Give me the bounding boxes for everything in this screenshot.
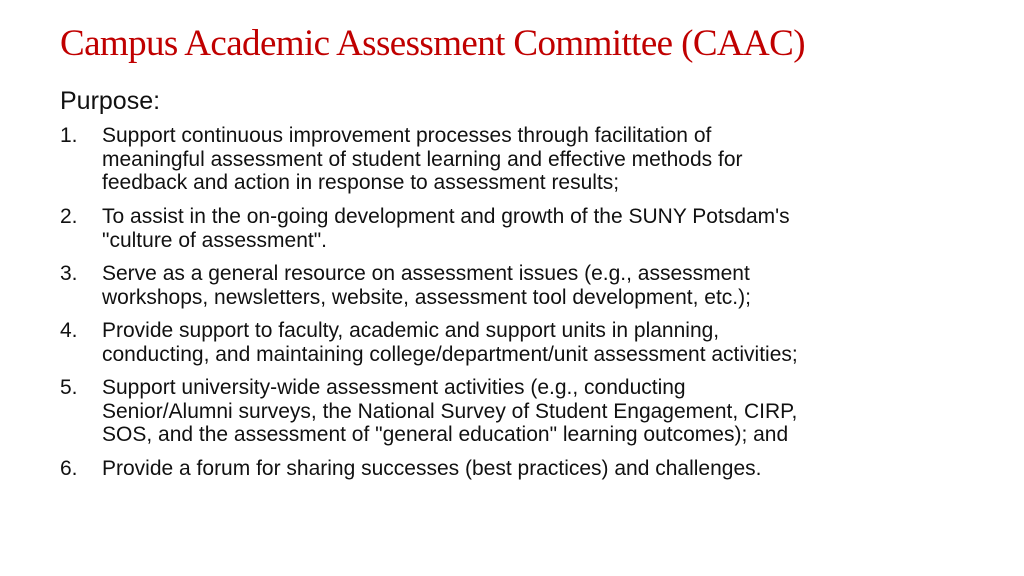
item-line: Support university-wide assessment activities (e.g., conducting bbox=[102, 376, 686, 399]
item-line: To assist in the on-going development and growth of the SUNY Potsdam's bbox=[102, 205, 790, 228]
item-number: 2. bbox=[60, 205, 78, 228]
item-line: meaningful assessment of student learning and effective methods for bbox=[102, 147, 743, 171]
item-line: Provide a forum for sharing successes (best practices) and challenges. bbox=[102, 457, 762, 480]
item-text bbox=[102, 205, 1002, 252]
item-number: 5. bbox=[60, 376, 78, 399]
item-line: workshops, newsletters, website, assessment tool development, etc.); bbox=[102, 285, 751, 309]
item-text bbox=[102, 262, 1002, 309]
item-number: 6. bbox=[60, 457, 78, 480]
item-line: feedback and action in response to assessment results; bbox=[102, 171, 620, 194]
purpose-heading: Purpose: bbox=[60, 87, 161, 115]
item-number: 4. bbox=[60, 319, 78, 342]
item-line: Senior/Alumni surveys, the National Survey of Student Engagement, CIRP, bbox=[102, 399, 798, 423]
item-line: SOS, and the assessment of "general education" learning outcomes); and bbox=[102, 423, 789, 446]
item-line: Support continuous improvement processes through facilitation of bbox=[102, 124, 712, 147]
item-line: "culture of assessment". bbox=[102, 228, 328, 252]
item-text bbox=[102, 457, 1002, 481]
item-text bbox=[102, 124, 1002, 195]
slide-title: Campus Academic Assessment Committee (CAAC) bbox=[60, 23, 805, 64]
item-number: 3. bbox=[60, 262, 78, 285]
item-line: Provide support to faculty, academic and support units in planning, bbox=[102, 319, 720, 342]
item-number: 1. bbox=[60, 124, 78, 147]
item-line: conducting, and maintaining college/department/unit assessment activities; bbox=[102, 342, 798, 366]
item-text bbox=[102, 376, 1002, 447]
item-line: Serve as a general resource on assessment issues (e.g., assessment bbox=[102, 262, 750, 285]
item-text bbox=[102, 319, 1002, 366]
